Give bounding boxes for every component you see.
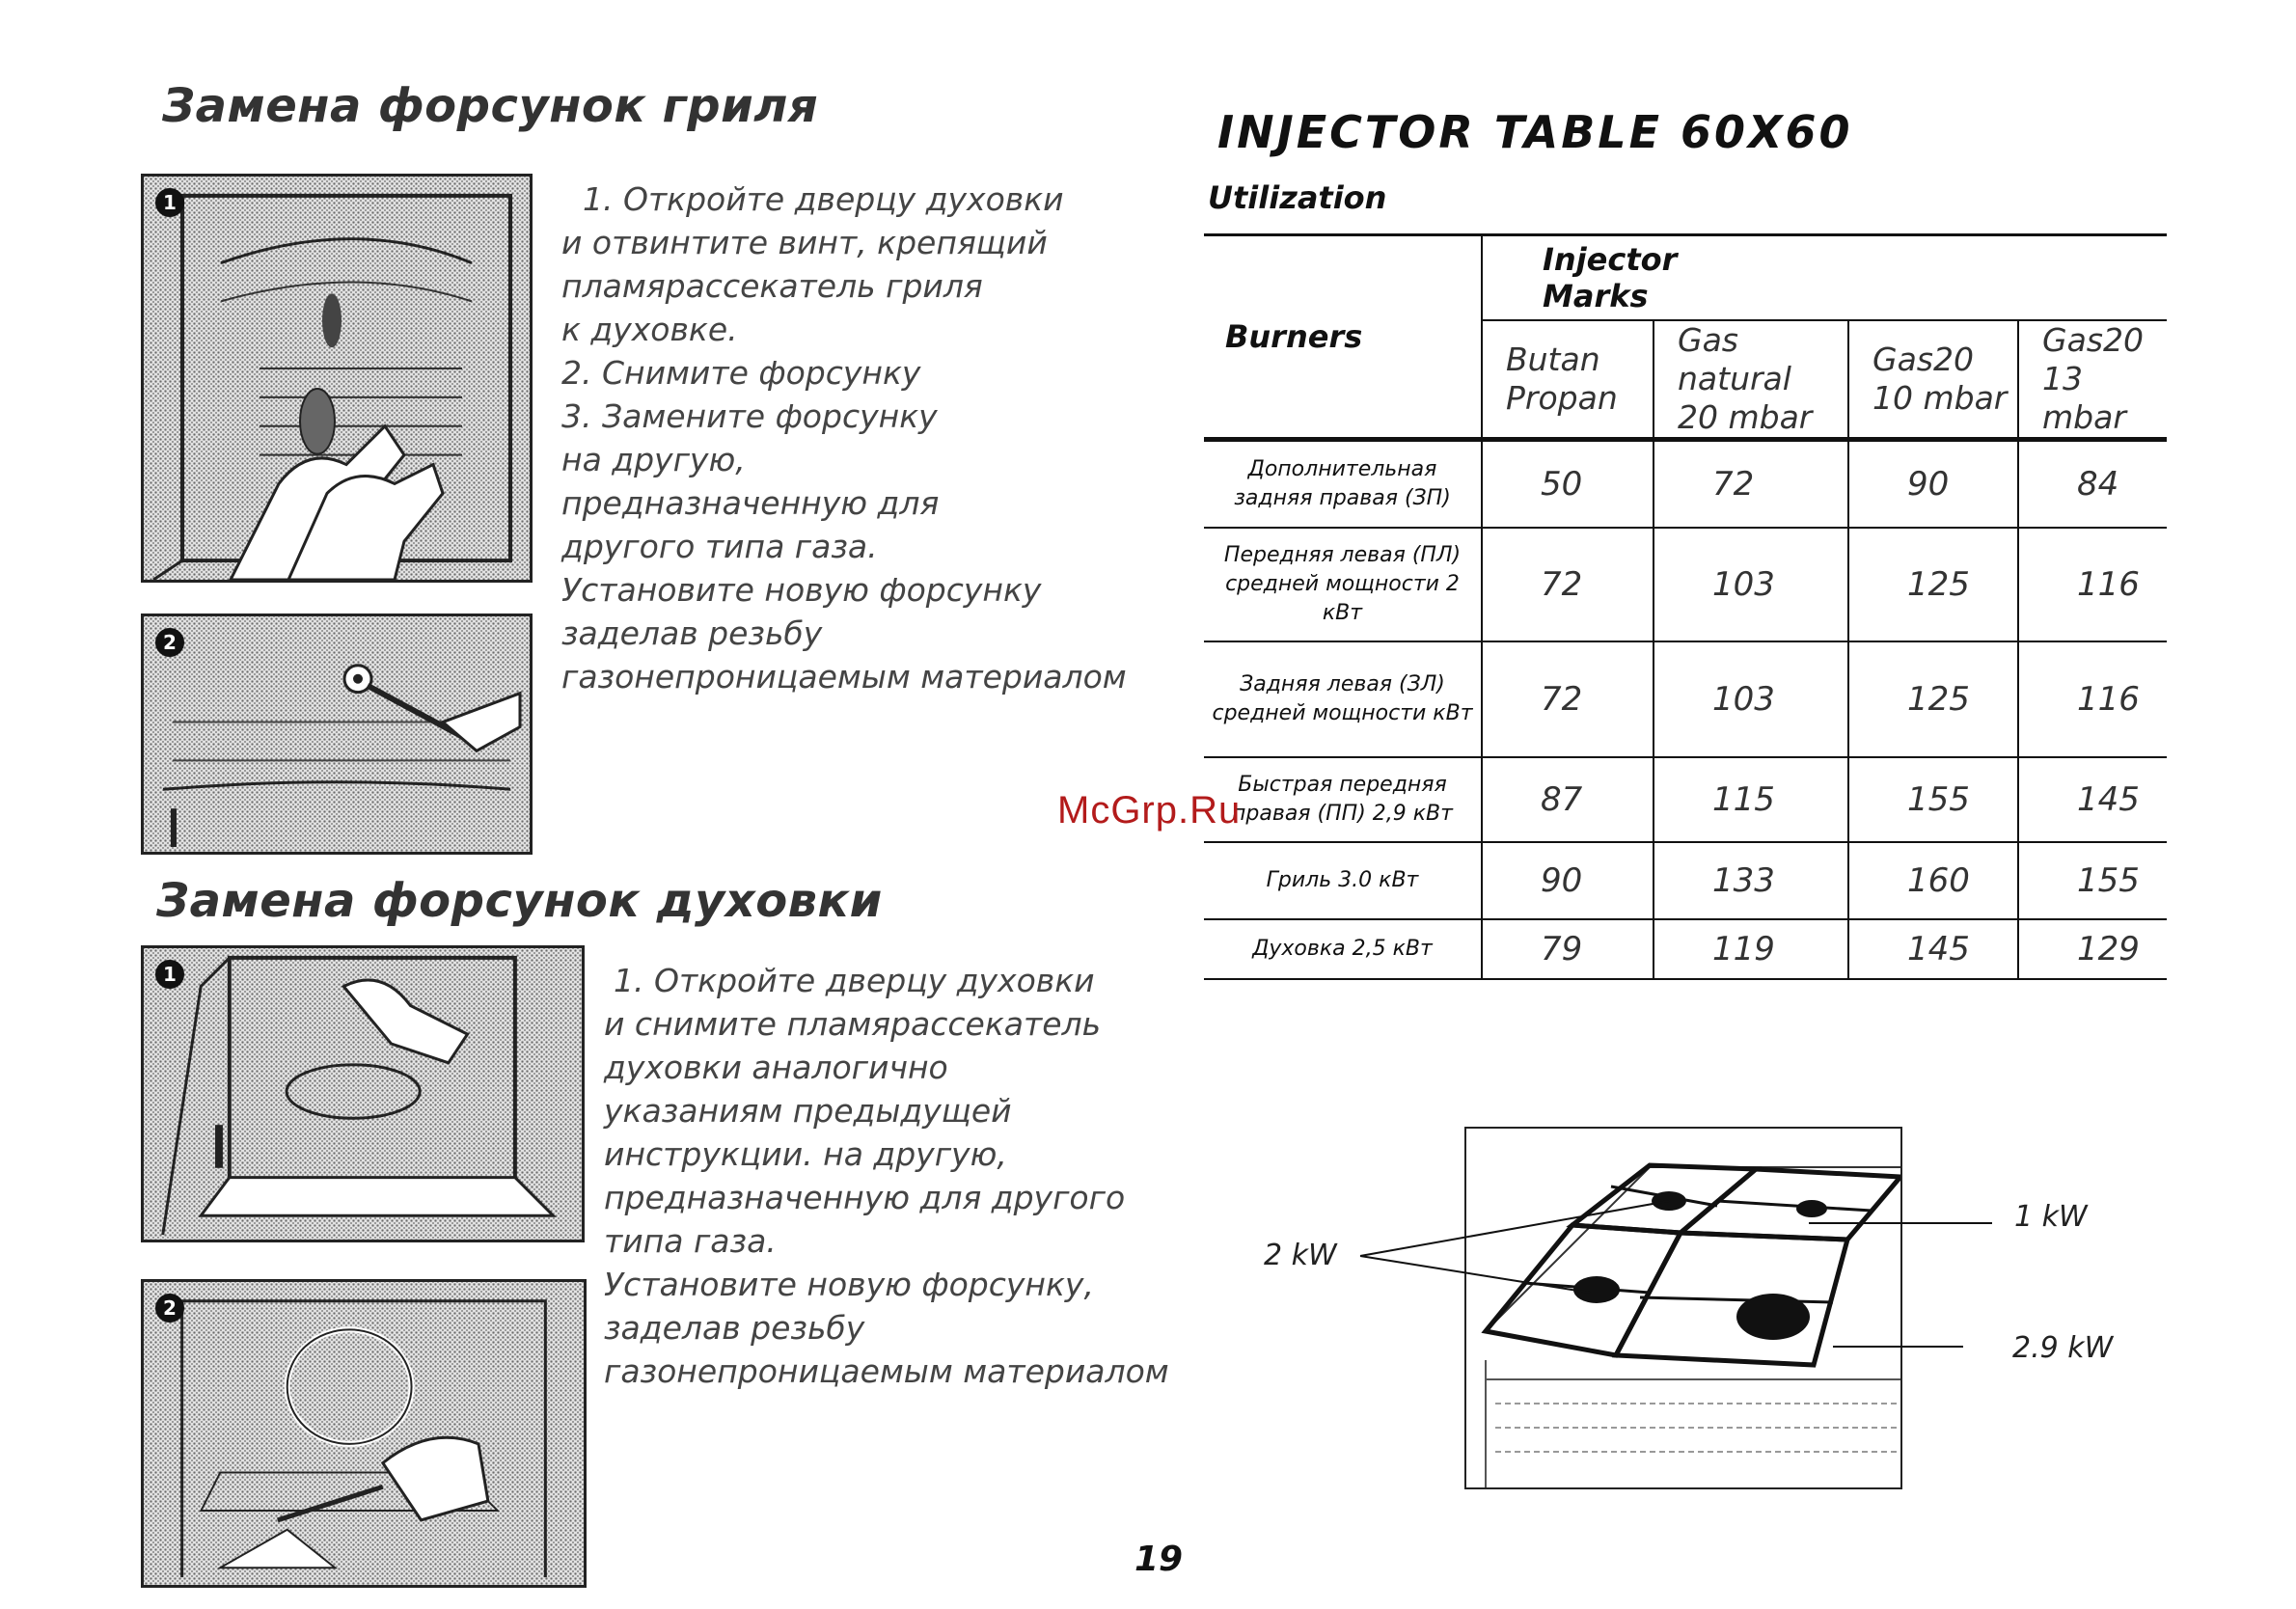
injector-marks-header	[1482, 235, 2167, 320]
watermark: McGrp.Ru	[1057, 789, 1242, 832]
gas-header-line: 13 mbar	[2042, 359, 2126, 436]
injector-value: 72	[1482, 528, 1654, 641]
instruction-line: типа газа.	[604, 1222, 777, 1260]
utilization-label: Utilization	[1208, 179, 1387, 216]
burner-name	[1204, 439, 1482, 528]
gas-header-line: Gas20	[1872, 340, 1974, 378]
oven-instructions	[604, 959, 1169, 1393]
injector-value: 72	[1654, 439, 1848, 528]
step-badge: 1	[155, 960, 184, 989]
table-row	[1204, 641, 2167, 757]
injector-value: 145	[2018, 757, 2167, 842]
instruction-line: Установите новую форсунку,	[604, 1266, 1094, 1303]
injector-value: 90	[1482, 842, 1654, 919]
instruction-line: пламярассекатель гриля	[561, 267, 983, 305]
instruction-line: другого типа газа.	[561, 528, 878, 565]
table-row	[1204, 919, 2167, 979]
injector-value: 50	[1482, 439, 1654, 528]
page-number: 19	[1134, 1540, 1184, 1579]
burner-name-line: Дополнительная	[1247, 456, 1437, 481]
gas-header-line: Butan	[1506, 340, 1600, 378]
injector-marks-line: Injector	[1543, 240, 1678, 278]
injector-value: 84	[2018, 439, 2167, 528]
burner-name	[1204, 919, 1482, 979]
burner-name-line: Передняя левая (ПЛ)	[1223, 543, 1462, 567]
instruction-line: газонепроницаемым материалом	[604, 1352, 1169, 1390]
instruction-line: духовки аналогично	[604, 1049, 948, 1086]
burner-name-line: средней мощности кВт	[1212, 701, 1473, 725]
hob-label-1kw: 1 kW	[2014, 1200, 2088, 1234]
burner-name	[1204, 641, 1482, 757]
injector-value: 160	[1848, 842, 2018, 919]
step-badge: 1	[155, 188, 184, 217]
instruction-line: предназначенную для другого	[604, 1179, 1126, 1216]
burner-name-line: средней мощности 2 кВт	[1225, 572, 1460, 625]
injector-value: 125	[1848, 641, 2018, 757]
injector-value: 119	[1654, 919, 1848, 979]
gas-header-butan-propan	[1482, 320, 1654, 440]
injector-table-title: INJECTOR TABLE 60X60	[1217, 106, 1853, 158]
burner-name-line: Задняя левая (ЗЛ)	[1240, 672, 1445, 696]
injector-value: 79	[1482, 919, 1654, 979]
gas-header-line: Propan	[1506, 378, 1618, 417]
grill-section-heading: Замена форсунок гриля	[162, 79, 819, 133]
injector-value: 72	[1482, 641, 1654, 757]
injector-value: 129	[2018, 919, 2167, 979]
burner-name-line: Быстрая передняя	[1238, 773, 1447, 797]
grill-illustration-step-1	[141, 174, 533, 583]
injector-marks-line: Marks	[1543, 277, 1649, 314]
instruction-line: и отвинтите винт, крепящий	[561, 224, 1048, 261]
injector-table	[1204, 233, 2167, 980]
burner-name-line: Гриль 3.0 кВт	[1266, 868, 1419, 892]
injector-value: 125	[1848, 528, 2018, 641]
table-row	[1204, 842, 2167, 919]
grill-illustration-step-2	[141, 614, 533, 855]
grill-oven-drawing-icon	[144, 177, 530, 580]
instruction-line: к духовке.	[561, 311, 738, 348]
oven-open-drawing-icon	[144, 948, 582, 1240]
hob-label-2kw: 2 kW	[1264, 1239, 1337, 1272]
injector-value: 145	[1848, 919, 2018, 979]
oven-section-heading: Замена форсунок духовки	[156, 874, 883, 928]
hob-label-2-9kw: 2.9 kW	[2012, 1331, 2114, 1365]
burner-name	[1204, 757, 1482, 842]
injector-value: 115	[1654, 757, 1848, 842]
grill-instructions	[561, 177, 1127, 698]
instruction-line: предназначенную для	[561, 484, 940, 522]
instruction-line: на другую,	[561, 441, 746, 478]
injector-value: 116	[2018, 641, 2167, 757]
table-row	[1204, 528, 2167, 641]
table-row	[1204, 439, 2167, 528]
oven-illustration-step-1	[141, 945, 585, 1242]
injector-value: 155	[1848, 757, 2018, 842]
instruction-line: указаниям предыдущей	[604, 1092, 1012, 1130]
instruction-line: Установите новую форсунку	[561, 571, 1042, 609]
burner-name-line: Духовка 2,5 кВт	[1252, 937, 1433, 961]
burner-name	[1204, 528, 1482, 641]
step-badge: 2	[155, 628, 184, 657]
gas-header-line: 20 mbar	[1678, 397, 1813, 436]
instruction-line: инструкции. на другую,	[604, 1135, 1007, 1173]
instruction-line: 2. Снимите форсунку	[561, 354, 921, 392]
screwdriver-drawing-icon	[144, 616, 530, 852]
gas-header-line: 10 mbar	[1872, 378, 2008, 417]
step-badge: 2	[155, 1294, 184, 1323]
gas-header-line: Gas20	[2042, 320, 2144, 359]
instruction-line: газонепроницаемым материалом	[561, 658, 1127, 695]
burner-name-line: задняя правая (ЗП)	[1234, 485, 1451, 510]
injector-value: 103	[1654, 641, 1848, 757]
instruction-line: заделав резьбу	[561, 614, 823, 652]
instruction-line: и снимите пламярассекатель	[604, 1005, 1102, 1043]
injector-value: 133	[1654, 842, 1848, 919]
injector-value: 116	[2018, 528, 2167, 641]
injector-value: 155	[2018, 842, 2167, 919]
burner-name	[1204, 842, 1482, 919]
instruction-line: 1. Откройте дверцу духовки	[614, 962, 1095, 999]
injector-value: 90	[1848, 439, 2018, 528]
instruction-line: 3. Замените форсунку	[561, 397, 938, 435]
gas-header-line: Gas natural	[1678, 320, 1791, 397]
gas-header-gas20-10	[1848, 320, 2018, 440]
instruction-line: заделав резьбу	[604, 1309, 865, 1347]
oven-injector-drawing-icon	[144, 1282, 584, 1585]
burners-header: Burners	[1204, 235, 1482, 440]
gas-header-gas20-13	[2018, 320, 2167, 440]
oven-illustration-step-2	[141, 1279, 587, 1588]
injector-value: 87	[1482, 757, 1654, 842]
hob-leader-lines	[1341, 1148, 2016, 1379]
injector-value: 103	[1654, 528, 1848, 641]
gas-header-natural-20	[1654, 320, 1848, 440]
instruction-line: 1. Откройте дверцу духовки	[583, 180, 1064, 218]
table-row	[1204, 757, 2167, 842]
burner-name-line: правая (ПП) 2,9 кВт	[1232, 802, 1453, 826]
